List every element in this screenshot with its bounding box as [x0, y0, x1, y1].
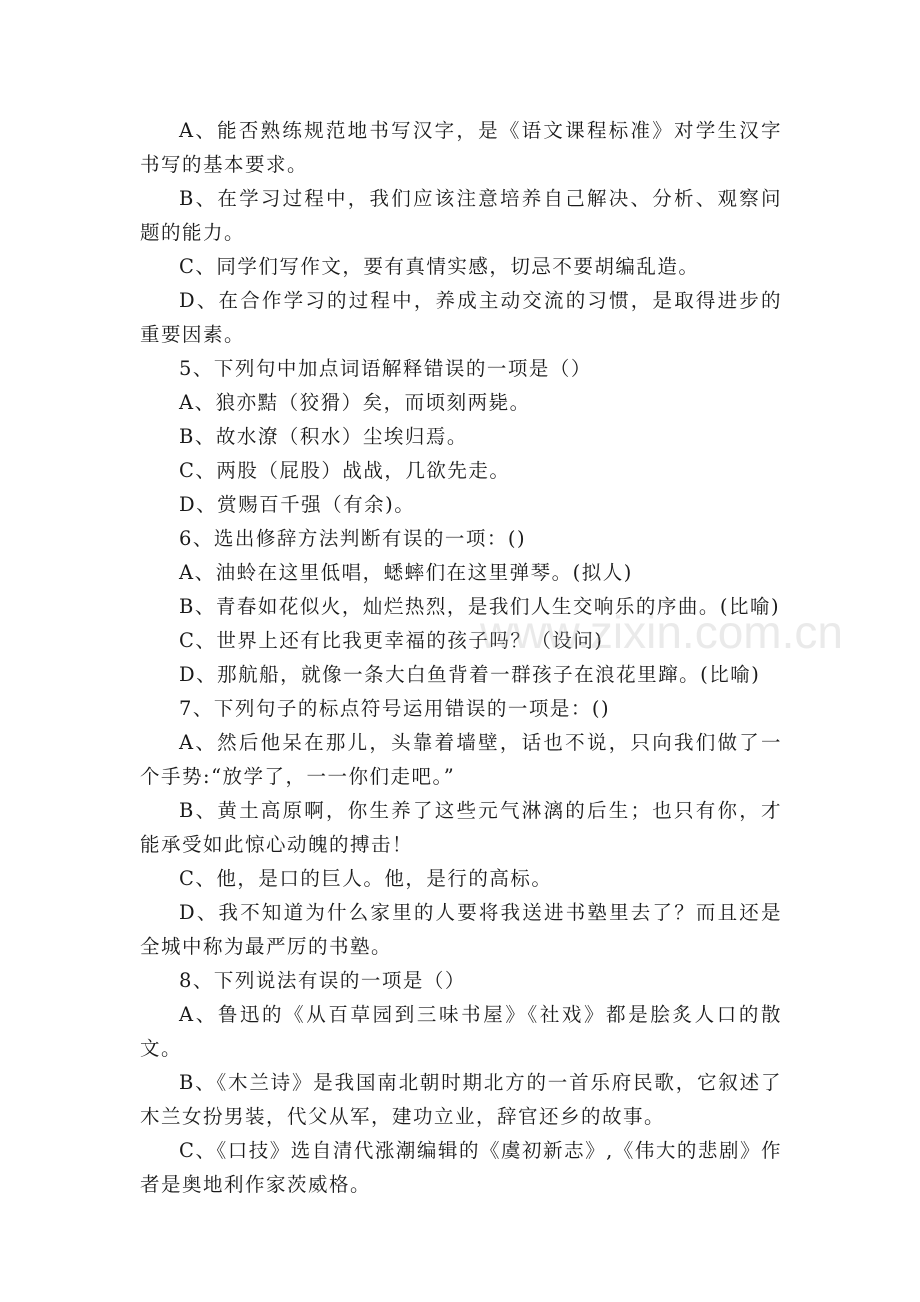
q7-option-a: A、然后他呆在那儿，头靠着墙壁，话也不说，只向我们做了一个手势:“放学了，一一你们走吧。” [140, 731, 782, 788]
q6-option-c: C、世界上还有比我更幸福的孩子吗？（设问) [179, 629, 604, 652]
question-5: 5、下列句中加点词语解释错误的一项是（） [179, 357, 592, 380]
question-7: 7、下列句子的标点符号运用错误的一项是：() [179, 697, 611, 720]
q7-option-b: B、黄土高原啊，你生养了这些元气淋漓的后生；也只有你，才能承受如此惊心动魄的搏击！ [140, 799, 782, 856]
option-d-paragraph: D、在合作学习的过程中，养成主动交流的习惯，是取得进步的重要因素。 [140, 289, 782, 346]
option-c-paragraph: C、同学们写作文，要有真情实感，切忌不要胡编乱造。 [179, 255, 700, 278]
option-b-paragraph: B、在学习过程中，我们应该注意培养自己解决、分析、观察问题的能力。 [140, 187, 782, 244]
q8-option-b: B、《木兰诗》是我国南北朝时期北方的一首乐府民歌，它叙述了木兰女扮男装，代父从军，建功立业，辞官还乡的故事。 [140, 1071, 782, 1128]
q8-option-c: C、《口技》选自清代涨潮编辑的《虞初新志》,《伟大的悲剧》作者是奥地利作家茨威格。 [140, 1139, 782, 1196]
question-8: 8、下列说法有误的一项是（） [179, 969, 466, 992]
q6-option-d: D、那航船，就像一条大白鱼背着一群孩子在浪花里蹿。(比喻) [179, 663, 761, 686]
q5-option-c: C、两股（屁股）战战，几欲先走。 [179, 459, 511, 482]
document-body [140, 114, 782, 1202]
q6-option-b: B、青春如花似火，灿烂热烈，是我们人生交响乐的序曲。(比喻) [179, 595, 781, 618]
watermark: www.zixin.com.cn [480, 606, 843, 658]
q5-option-b: B、故水潦（积水）尘埃归焉。 [179, 425, 468, 448]
question-6: 6、选出修辞方法判断有误的一项：() [179, 527, 527, 550]
q5-option-d: D、赏赐百千强（有余)。 [179, 493, 416, 516]
q6-option-a: A、油蛉在这里低唱，蟋蟀们在这里弹琴。(拟人) [179, 561, 633, 584]
q8-option-a: A、鲁迅的《从百草园到三味书屋》《社戏》都是脍炙人口的散文。 [140, 1003, 782, 1060]
q7-option-d: D、我不知道为什么家里的人要将我送进书塾里去了？而且还是全城中称为最严厉的书塾。 [140, 901, 782, 958]
q7-option-c: C、他，是口的巨人。他，是行的高标。 [179, 867, 553, 890]
q5-option-a: A、狼亦黠（狡猾）矣，而顷刻两毙。 [179, 391, 531, 414]
option-a-paragraph: A、能否熟练规范地书写汉字，是《语文课程标准》对学生汉字书写的基本要求。 [140, 119, 782, 176]
